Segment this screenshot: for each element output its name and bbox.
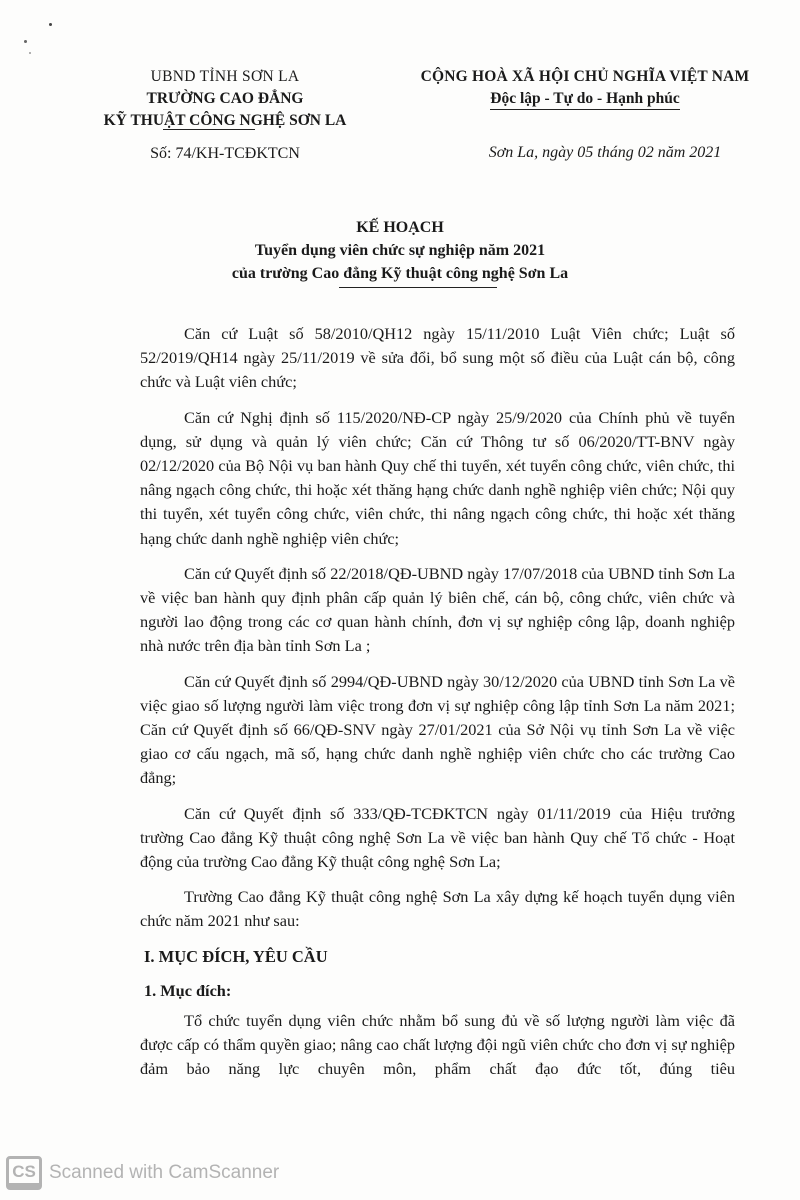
legal-basis-paragraph: Căn cứ Quyết định số 333/QĐ-TCĐKTCN ngày 01/11/2019 của Hiệu trưởng trường Cao đẳng Kỹ thuật công nghệ Sơn La về việc ban hành Quy chế Tổ chức - Hoạt động của trường Cao đẳng Kỹ thuật công nghệ Sơn La; [140,803,735,872]
title-subject: Tuyển dụng viên chức sự nghiệp năm 2021 [254,242,546,259]
agency-parent: UBND TỈNH SƠN LA [150,68,300,85]
issuing-agency-header [80,66,370,165]
document-date: Sơn La, ngày 05 tháng 02 năm 2021 [488,144,722,161]
legal-basis-paragraph: Căn cứ Luật số 58/2010/QH12 ngày 15/11/2010 Luật Viên chức; Luật số 52/2019/QH14 ngày 25/11/2019 về sửa đổi, bổ sung một số điều của Luật cán bộ, công chức và Luật viên chức; [140,324,735,392]
section-heading: I. MỤC ĐÍCH, YÊU CẦU [144,946,328,966]
subsection-heading: 1. Mục đích: [144,980,232,1000]
country-name: CỘNG HOÀ XÃ HỘI CHỦ NGHĨA VIỆT NAM [420,68,750,85]
agency-underline [163,129,255,130]
document-title [100,216,700,288]
scan-speck [49,23,52,26]
camscanner-watermark [6,1156,279,1190]
legal-basis-paragraph: Căn cứ Quyết định số 22/2018/QĐ-UBND ngày 17/07/2018 của UBND tỉnh Sơn La về việc ban hành quy định phân cấp quản lý biên chế, cán bộ, công chức, viên chức và người lao động trong các cơ quan hành chính, đơn vị sự nghiệp công lập, doanh nghiệp nhà nước trên địa bàn tỉnh Sơn La ; [140,563,735,656]
title-underline [339,287,497,288]
scan-speck [24,40,27,43]
agency-name-line2: KỸ THUẬT CÔNG NGHỆ SƠN LA [103,112,347,129]
camscanner-logo-icon: CS [6,1156,42,1190]
legal-basis-paragraph: Căn cứ Quyết định số 2994/QĐ-UBND ngày 30/12/2020 của UBND tỉnh Sơn La về việc giao số lượng người làm việc trong đơn vị sự nghiệp công lập tỉnh Sơn La năm 2021; Căn cứ Quyết định số 66/QĐ-SNV ngày 27/01/2021 của Sở Nội vụ tỉnh Sơn La về việc giao cơ cấu ngạch, mã số, hạng chức danh nghề nghiệp viên chức cho các trường Cao đẳng; [140,671,735,788]
agency-name-line1: TRƯỜNG CAO ĐẲNG [146,90,304,107]
document-body [140,322,735,1092]
national-motto: Độc lập - Tự do - Hạnh phúc [490,89,679,110]
intro-paragraph: Trường Cao đẳng Kỹ thuật công nghệ Sơn La xây dựng kế hoạch tuyển dụng viên chức năm 2021 như sau: [140,887,735,931]
title-organization: của trường Cao đẳng Kỹ thuật công nghệ Sơn La [231,265,569,282]
national-motto-header [385,66,785,164]
title-type: KẾ HOẠCH [356,219,444,236]
document-number: Số: 74/KH-TCĐKTCN [150,145,300,162]
legal-basis-paragraph: Căn cứ Nghị định số 115/2020/NĐ-CP ngày 25/9/2020 của Chính phủ về tuyển dụng, sử dụng và quản lý viên chức; Căn cứ Thông tư số 06/2020/TT-BNV ngày 02/12/2020 của Bộ Nội vụ ban hành Quy chế thi tuyển, xét tuyển công chức, viên chức, thi nâng ngạch công chức, thi hoặc xét thăng hạng chức danh nghề nghiệp viên chức; Nội quy thi tuyển, xét tuyển công chức, viên chức, thi nâng ngạch công chức, thi hoặc xét thăng hạng chức danh nghề nghiệp viên chức; [140,407,735,548]
watermark-label: Scanned with CamScanner [49,1162,280,1183]
purpose-paragraph: Tổ chức tuyển dụng viên chức nhằm bổ sung đủ về số lượng người làm việc đã được cấp có thẩm quyền giao; nâng cao chất lượng đội ngũ viên chức cho đơn vị sự nghiệp đảm bảo năng lực chuyên môn, phẩm chất đạo đức tốt, đúng tiêu [140,1010,735,1079]
scan-speck [29,52,31,54]
